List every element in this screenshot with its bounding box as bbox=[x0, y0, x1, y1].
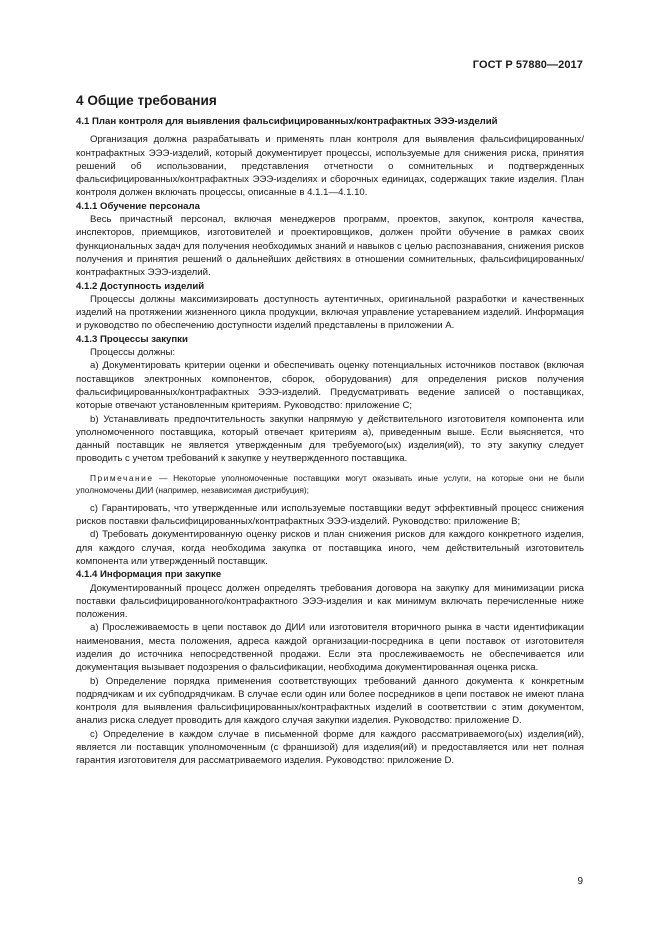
subsection-4-1-4-item-c: с) Определение в каждом случае в письменной форме для каждого рассматриваемого(ых) изделия(ий), является ли поставщик уполномоченным (с франшизой) для изделия(ий) и предоставляется или нет полная гарантия изготовителя для рассматриваемого изделия. Руководство: приложение D. bbox=[76, 728, 584, 767]
subsection-4-1-3-item-a: а) Документировать критерии оценки и обеспечивать оценку потенциальных источников поставок (включая поставщиков электронных компонентов, сборок, оборудования) для определения рисков получения фальсифицированных/контрафактных ЭЭЭ-изделий. Предусматривать ведение записей о поставщиках, которые отвечают установленным критериям. Руководство: приложение С; bbox=[76, 360, 584, 412]
subsection-4-1-4-intro: Документированный процесс должен определять требования договора на закупку для минимизации риска поставки фальсифицированного/контрафактного ЭЭЭ-изделия и как минимум включать перечисленные ниже положения. bbox=[76, 582, 584, 621]
subsection-4-1-text: Организация должна разрабатывать и применять план контроля для выявления фальсифицированных/контрафактных ЭЭЭ-изделий, который документирует процессы, используемые для снижения риска, принятия решений об использовании, представления отчетности о сомнительных и подтвержденных фальсифицированных/контрафактных ЭЭЭ-изделиях и сборочных единицах, содержащих такие изделия. План контроля должен включать процессы, описанные в 4.1.1—4.1.10. bbox=[76, 134, 584, 199]
subsection-4-1-2-text: Процессы должны максимизировать доступность аутентичных, оригинальной разработки и качественных изделий на протяжении жизненного цикла продукции, включая управление устареванием изделий. Информация и руководство по обеспечению доступности изделий представлены в приложении А. bbox=[76, 293, 584, 332]
subsection-4-1-3-item-c: с) Гарантировать, что утвержденные или используемые поставщики ведут эффективный процесс снижения рисков поставки фальсифицированных/контрафактных ЭЭЭ-изделий. Руководство: приложение В; bbox=[76, 502, 584, 528]
note bbox=[76, 472, 584, 496]
subsection-4-1-3-item-d: d) Требовать документированную оценку рисков и план снижения рисков для каждого конкретного изделия, для каждого случая, когда необходима закупка от поставщика иного, чем действительный изготовитель компонента или утвержденный поставщик. bbox=[76, 529, 584, 567]
document-body bbox=[76, 92, 584, 768]
subsection-4-1-3-intro: Процессы должны: bbox=[90, 347, 176, 359]
subsection-4-1-1-text: Весь причастный персонал, включая менеджеров программ, проектов, закупок, контроля качества, инспекторов, приемщиков, изготовителей и проектировщиков, должен пройти обучение в рамках своих функциональных задач для получения необходимых знаний и навыков с целью распознавания, снижения рисков получения и принятия решений о дальнейших действиях в отношении сомнительных, фальсифицированных/контрафактных ЭЭЭ-изделий. bbox=[76, 214, 584, 279]
subsection-4-1-3-title: 4.1.3 Процессы закупки bbox=[76, 333, 188, 345]
subsection-4-1-title: 4.1 План контроля для выявления фальсифицированных/контрафактных ЭЭЭ-изделий bbox=[76, 116, 498, 127]
standard-header: ГОСТ Р 57880—2017 bbox=[472, 59, 583, 71]
subsection-4-1-4-title: 4.1.4 Информация при закупке bbox=[76, 569, 222, 581]
subsection-4-1-1-title: 4.1.1 Обучение персонала bbox=[76, 200, 200, 212]
note-text: — Некоторые уполномоченные поставщики могут оказывать иные услуги, на которые они не были уполномочены ДИИ (например, независимая дистрибуция); bbox=[76, 472, 584, 495]
subsection-4-1-4-item-a: а) Прослеживаемость в цепи поставок до ДИИ или изготовителя вторичного рынка в части идентификации наименования, места положения, адреса каждой организации-посредника в цепи поставок от изготовителя изделия до источника непосредственной продажи. Если эта прослеживаемость не обеспечивается или документация вызывает подозрения о фальсификации, необходима документированная оценка риска. bbox=[76, 622, 584, 674]
subsection-4-1-3-item-b: b) Устанавливать предпочтительность закупки напрямую у действительного изготовителя компонента или уполномоченного поставщика, который отвечает критериям а), приведенным выше. Если выясняется, что данный поставщик не является утвержденным для требуемого(ых) изделия(ий), то эту закупку следует проводить с учетом требований к закупке у неутвержденного поставщика. bbox=[76, 413, 584, 465]
page-number: 9 bbox=[577, 876, 583, 887]
subsection-4-1-2-title: 4.1.2 Доступность изделий bbox=[76, 280, 205, 292]
section-title: 4 Общие требования bbox=[76, 93, 217, 108]
subsection-4-1-4-item-b: b) Определение порядка применения соответствующих требований данного документа к конкретным подрядчикам и их субподрядчикам. В случае если один или более посредников в цепи поставок не имеют плана контроля для выявления фальсифицированных/контрафактных изделий в соответствии с этим документом, анализ риска следует проводить для каждого случая закупки изделия. Руководство: приложение D. bbox=[76, 675, 584, 727]
note-label: Примечание bbox=[90, 472, 154, 483]
